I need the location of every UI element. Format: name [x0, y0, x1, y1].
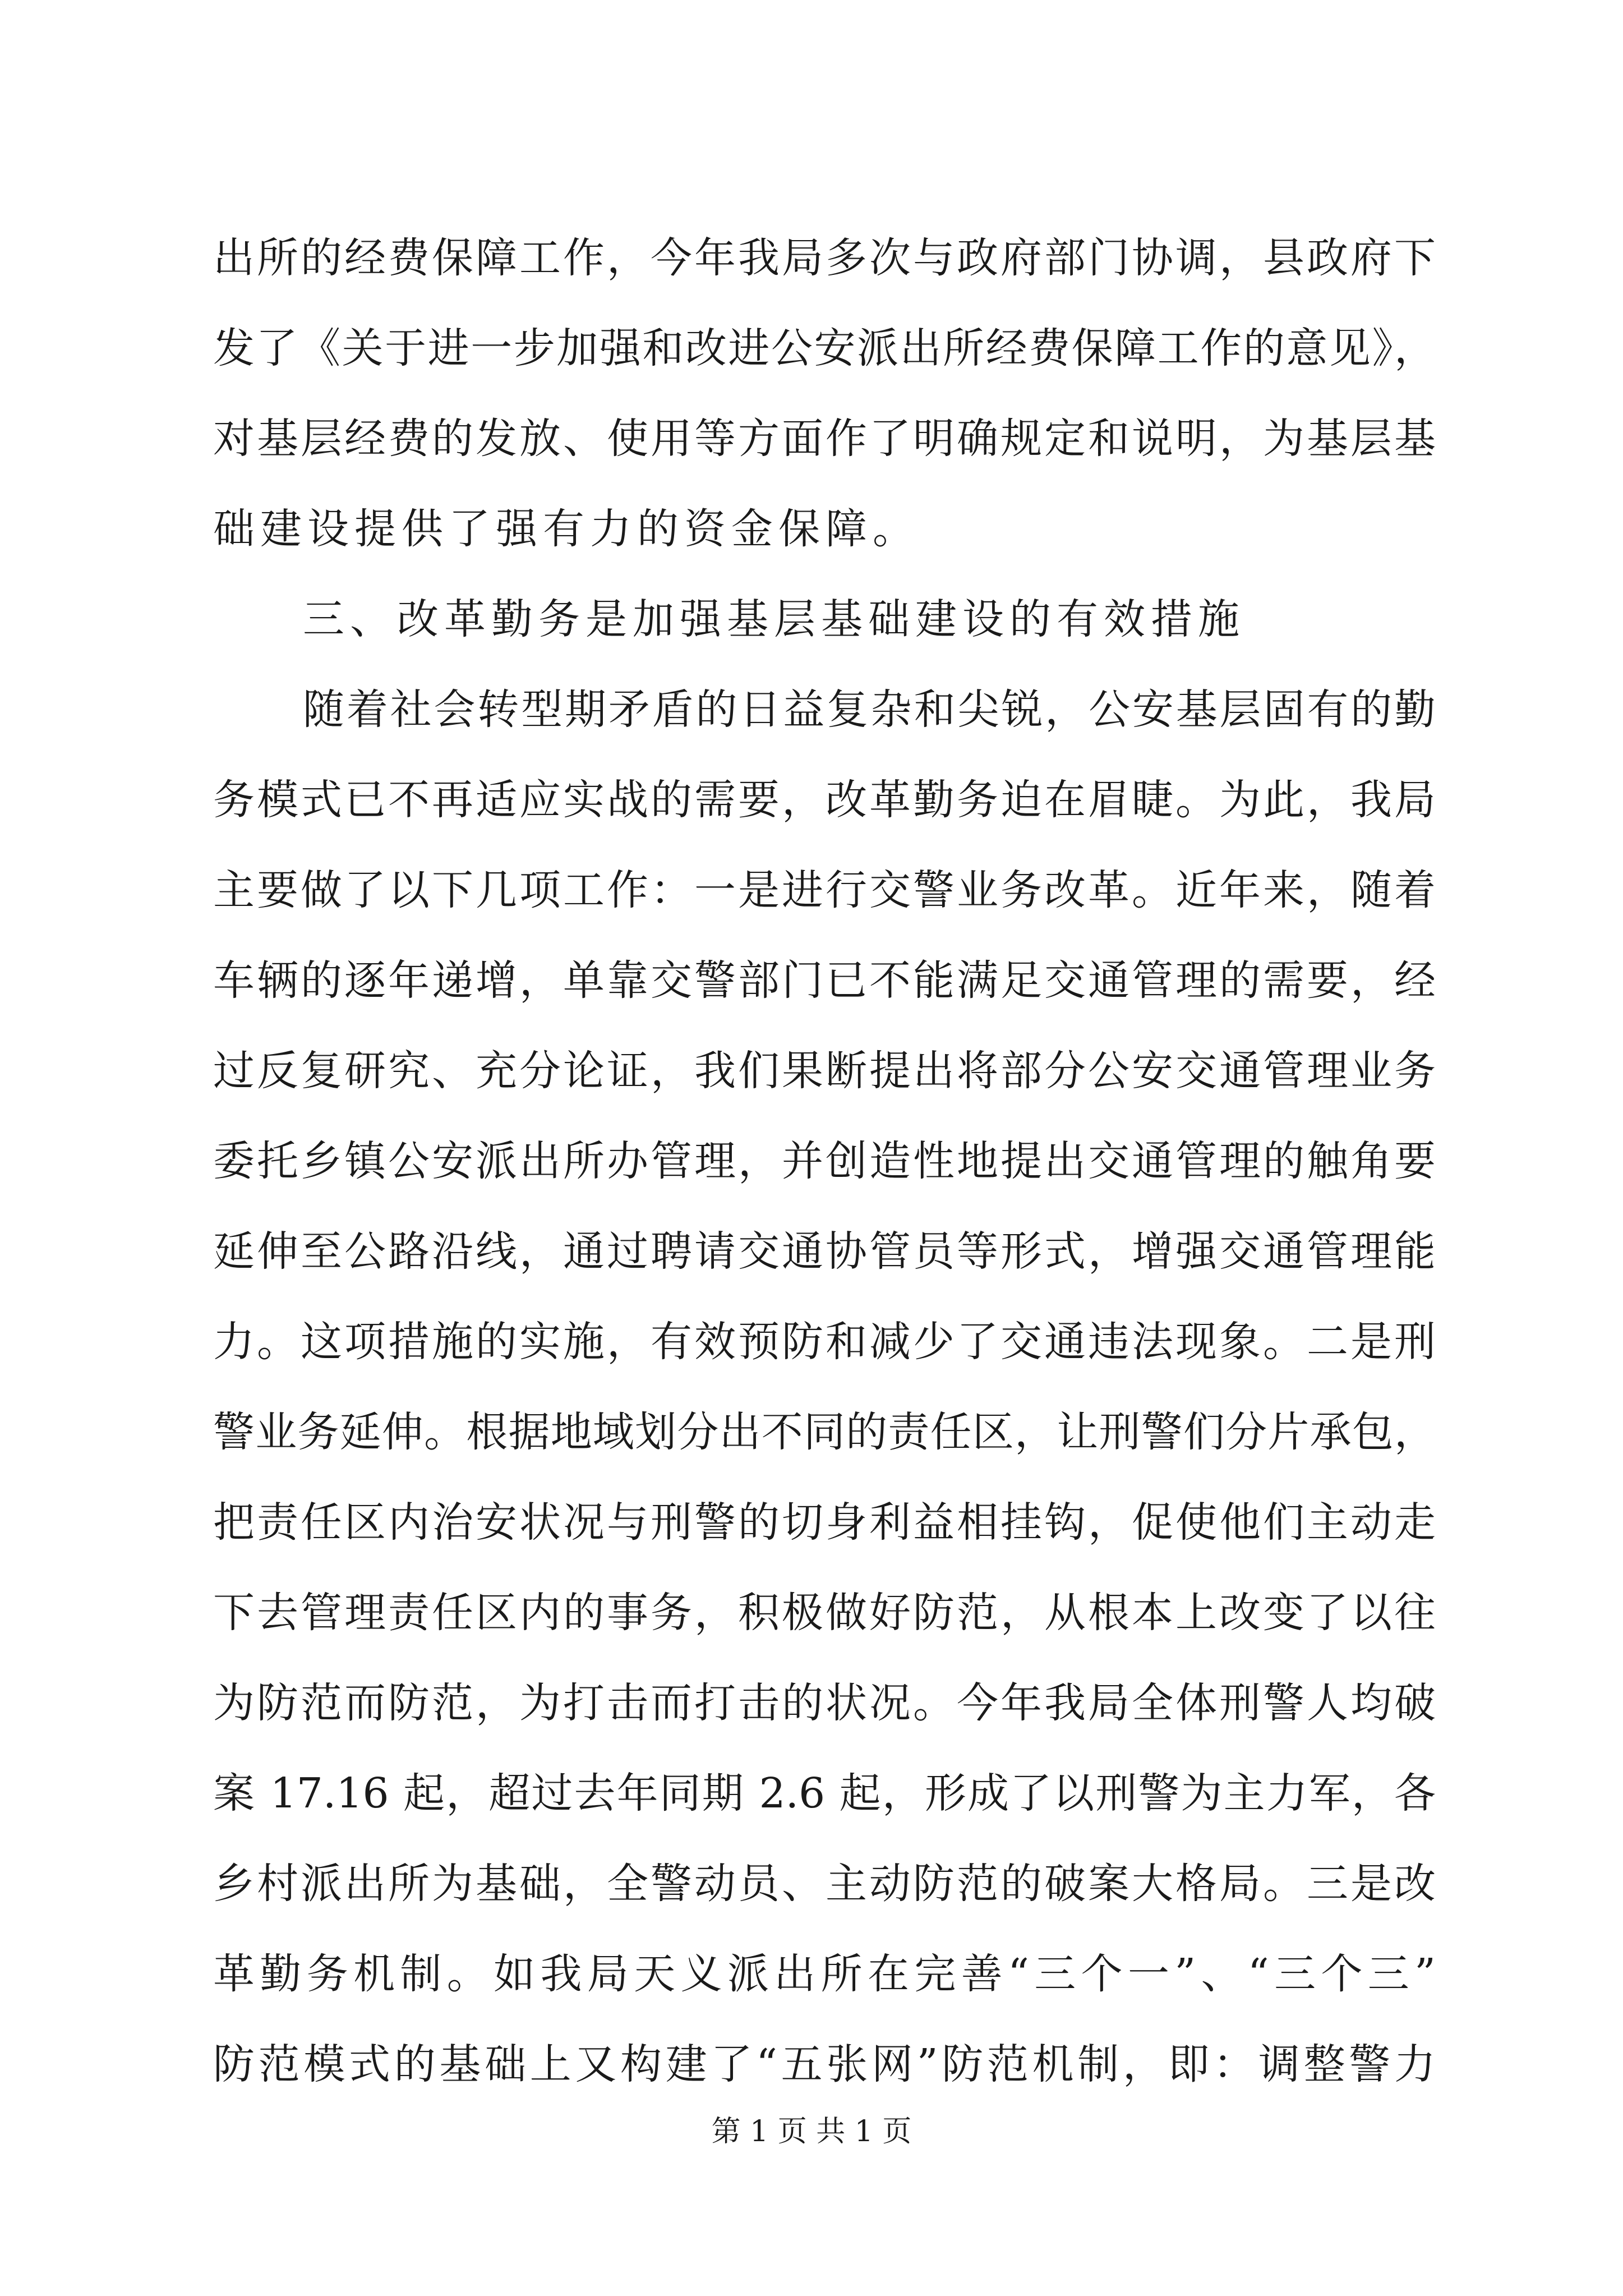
- body-text-line: 随着社会转型期矛盾的日益复杂和尖锐，公安基层固有的勤: [303, 685, 1436, 734]
- body-text-line: 把责任区内治安状况与刑警的切身利益相挂钩，促使他们主动走: [213, 1498, 1436, 1547]
- body-text-line: 委托乡镇公安派出所办管理，并创造性地提出交通管理的触角要: [213, 1137, 1436, 1185]
- body-text-line: 车辆的逐年递增，单靠交警部门已不能满足交通管理的需要，经: [213, 956, 1436, 1005]
- body-text-line: 务模式已不再适应实战的需要，改革勤务迫在眉睫。为此，我局: [213, 776, 1436, 824]
- body-text-line: 警业务延伸。根据地域划分出不同的责任区，让刑警们分片承包，: [213, 1408, 1436, 1456]
- body-text-line: 革勤务机制。如我局天义派出所在完善“三个一”、“三个三”: [213, 1950, 1436, 1998]
- body-text-line: 案 17.16 起，超过去年同期 2.6 起，形成了以刑警为主力军，各: [213, 1769, 1436, 1818]
- body-text-line: 对基层经费的发放、使用等方面作了明确规定和说明，为基层基: [213, 415, 1436, 463]
- body-text-line: 发了《关于进一步加强和改进公安派出所经费保障工作的意见》，: [213, 324, 1436, 372]
- body-text-line: 下去管理责任区内的事务，积极做好防范，从根本上改变了以往: [213, 1589, 1436, 1637]
- body-text-line: 延伸至公路沿线，通过聘请交通协管员等形式，增强交通管理能: [213, 1227, 1436, 1276]
- body-text-line: 础建设提供了强有力的资金保障。: [213, 505, 920, 553]
- body-text-line: 主要做了以下几项工作：一是进行交警业务改革。近年来，随着: [213, 866, 1436, 914]
- section-heading: 三、改革勤务是加强基层基础建设的有效措施: [303, 595, 1245, 643]
- body-text-line: 过反复研究、充分论证，我们果断提出将部分公安交通管理业务: [213, 1047, 1436, 1095]
- body-text-line: 出所的经费保障工作，今年我局多次与政府部门协调，县政府下: [213, 234, 1436, 282]
- body-text-line: 为防范而防范，为打击而打击的状况。今年我局全体刑警人均破: [213, 1679, 1436, 1727]
- body-text-line: 力。这项措施的实施，有效预防和减少了交通违法现象。二是刑: [213, 1318, 1436, 1366]
- body-text-line: 防范模式的基础上又构建了“五张网”防范机制，即：调整警力: [213, 2040, 1436, 2088]
- page-footer: 第 1 页 共 1 页: [711, 2115, 912, 2148]
- body-text-line: 乡村派出所为基础，全警动员、主动防范的破案大格局。三是改: [213, 1860, 1436, 1908]
